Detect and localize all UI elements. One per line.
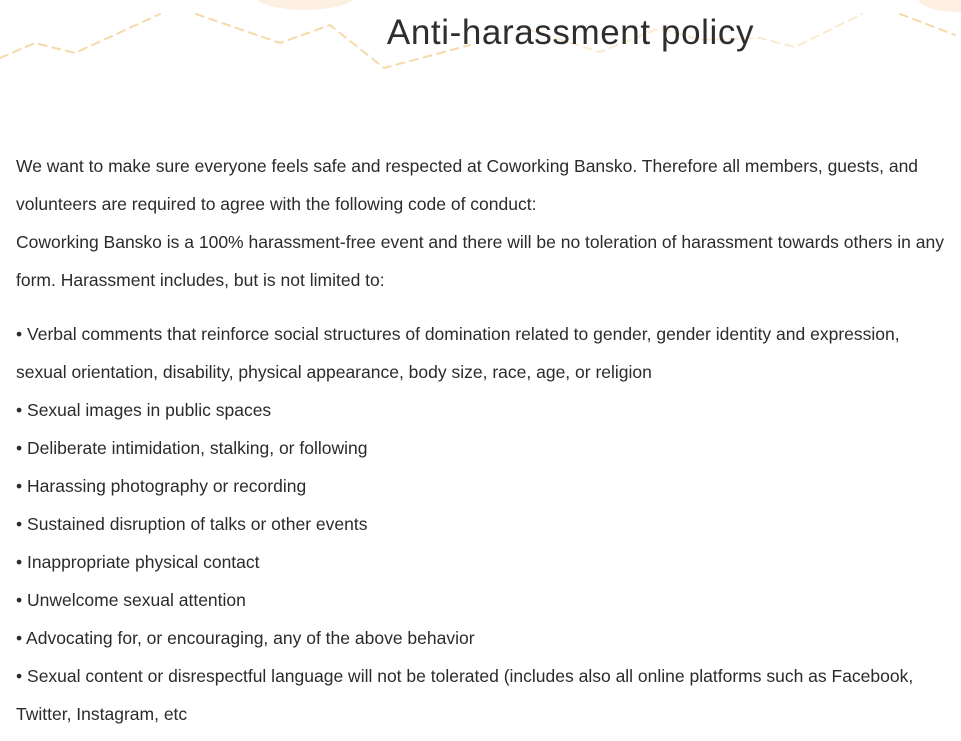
intro-paragraph: Coworking Bansko is a 100% harassment-free event and there will be no toleration of harassment towards others in any form. Harassment includes, but is not limited to:	[16, 232, 944, 290]
intro-paragraph: We want to make sure everyone feels safe and respected at Coworking Bansko. Therefore all members, guests, and volunteers are required to agree with the following code of conduct:	[16, 156, 919, 214]
bullet-icon: •	[16, 552, 23, 572]
bullet-icon: •	[16, 324, 23, 344]
list-item: • Verbal comments that reinforce social structures of domination related to gender, gender identity and expression, sexual orientation, disability, physical appearance, body size, race, age, or religion	[16, 324, 900, 382]
bullet-icon: •	[16, 438, 23, 458]
list-item: • Advocating for, or encouraging, any of the above behavior	[16, 628, 475, 648]
bullet-icon: •	[16, 400, 23, 420]
bullet-icon: •	[16, 590, 23, 610]
intro-section	[16, 147, 951, 299]
list-item: • Unwelcome sexual attention	[16, 590, 246, 610]
list-item: • Sexual content or disrespectful language will not be tolerated (includes also all online platforms such as Facebook, Twitter, Instagram, etc	[16, 666, 914, 724]
bullet-icon: •	[16, 666, 23, 686]
bullet-icon: •	[16, 628, 23, 648]
list-item: • Harassing photography or recording	[16, 476, 307, 496]
list-item: • Sexual images in public spaces	[16, 400, 272, 420]
page-title: Anti-harassment policy	[386, 13, 755, 52]
list-item: • Deliberate intimidation, stalking, or following	[16, 438, 368, 458]
harassment-list	[16, 315, 951, 733]
bullet-icon: •	[16, 514, 23, 534]
page-header	[0, 0, 961, 90]
bullet-icon: •	[16, 476, 23, 496]
list-item: • Sustained disruption of talks or other events	[16, 514, 368, 534]
list-item: • Inappropriate physical contact	[16, 552, 260, 572]
policy-content	[16, 147, 951, 733]
